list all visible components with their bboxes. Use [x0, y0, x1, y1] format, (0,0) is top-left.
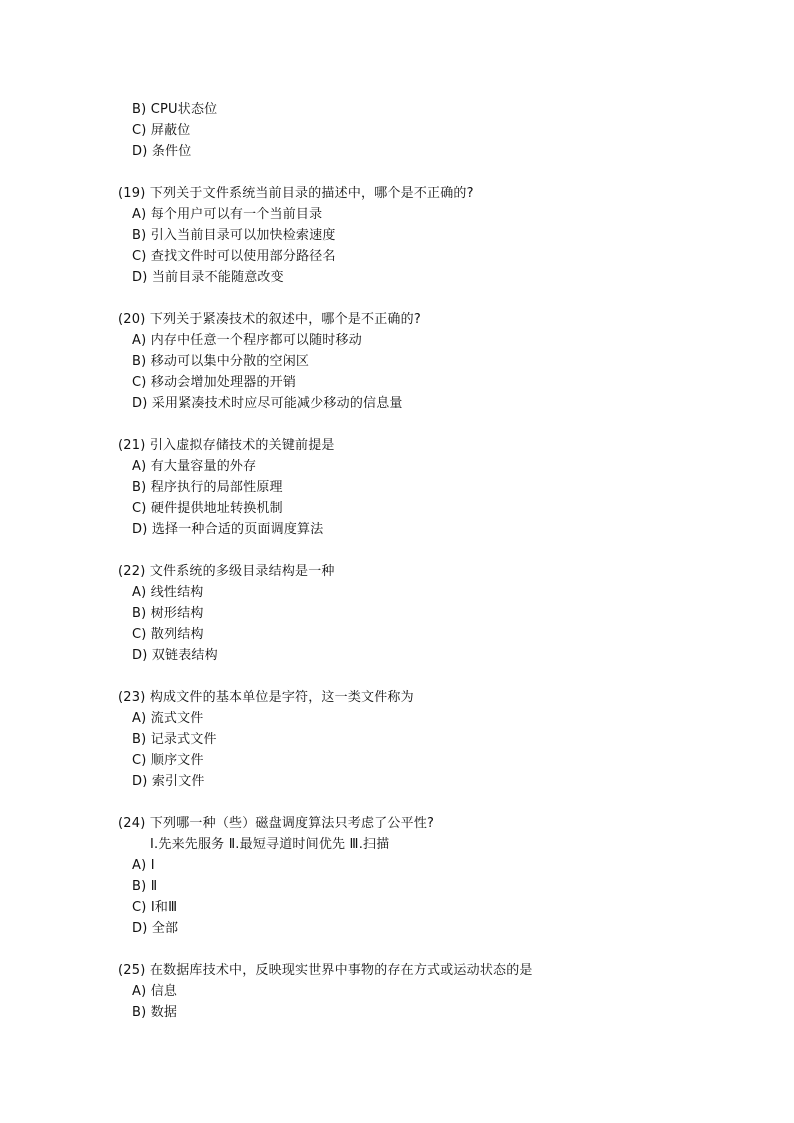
- question-20-option-b: B) 移动可以集中分散的空闲区: [132, 354, 310, 369]
- question-23-option-b: B) 记录式文件: [132, 732, 217, 747]
- question-21-option-a: A) 有大量容量的外存: [132, 459, 257, 474]
- question-24-stem: (24) 下列哪一种（些）磁盘调度算法只考虑了公平性?: [118, 816, 435, 831]
- question-24-option-d: D) 全部: [132, 921, 179, 936]
- question-19-stem: (19) 下列关于文件系统当前目录的描述中，哪个是不正确的?: [118, 186, 474, 201]
- section-gap: [118, 792, 738, 813]
- question-24-option-a: A) Ⅰ: [132, 858, 155, 873]
- question-23-option-d: D) 索引文件: [132, 774, 205, 789]
- question-25-stem: (25) 在数据库技术中，反映现实世界中事物的存在方式或运动状态的是: [118, 963, 533, 978]
- question-20-stem: (20) 下列关于紧凑技术的叙述中，哪个是不正确的?: [118, 312, 421, 327]
- section-gap: [118, 540, 738, 561]
- question-25-option-b: B) 数据: [132, 1005, 178, 1020]
- question-22-option-a: A) 线性结构: [132, 585, 204, 600]
- question-22-option-c: C) 散列结构: [132, 627, 204, 642]
- question-23-stem: (23) 构成文件的基本单位是字符，这一类文件称为: [118, 690, 414, 705]
- question-21-option-d: D) 选择一种合适的页面调度算法: [132, 522, 324, 537]
- question-20-option-a: A) 内存中任意一个程序都可以随时移动: [132, 333, 362, 348]
- question-25-option-a: A) 信息: [132, 984, 178, 999]
- question-21-option-c: C) 硬件提供地址转换机制: [132, 501, 283, 516]
- question-20-option-c: C) 移动会增加处理器的开销: [132, 375, 297, 390]
- question-19-option-c: C) 查找文件时可以使用部分路径名: [132, 249, 336, 264]
- section-gap: [118, 939, 738, 960]
- question-21-stem: (21) 引入虚拟存储技术的关键前提是: [118, 438, 335, 453]
- question-22-option-d: D) 双链表结构: [132, 648, 218, 663]
- section-gap: [118, 162, 738, 183]
- question-20-option-d: D) 采用紧凑技术时应尽可能减少移动的信息量: [132, 396, 403, 411]
- question-19-option-d: D) 当前目录不能随意改变: [132, 270, 284, 285]
- question-22-stem: (22) 文件系统的多级目录结构是一种: [118, 564, 335, 579]
- question-19-option-a: A) 每个用户可以有一个当前目录: [132, 207, 323, 222]
- intro-option-d: D) 条件位: [132, 144, 192, 159]
- question-24-option-c: C) Ⅰ和Ⅲ: [132, 900, 178, 915]
- question-19-option-b: B) 引入当前目录可以加快检索速度: [132, 228, 336, 243]
- question-23-option-a: A) 流式文件: [132, 711, 204, 726]
- document-content: [118, 99, 738, 1023]
- section-gap: [118, 666, 738, 687]
- section-gap: [118, 414, 738, 435]
- question-21-option-b: B) 程序执行的局部性原理: [132, 480, 283, 495]
- section-gap: [118, 288, 738, 309]
- question-24-subtext: Ⅰ.先来先服务 Ⅱ.最短寻道时间优先 Ⅲ.扫描: [150, 837, 390, 852]
- question-22-option-b: B) 树形结构: [132, 606, 204, 621]
- intro-option-b: B) CPU状态位: [132, 102, 218, 117]
- intro-option-c: C) 屏蔽位: [132, 123, 191, 138]
- question-23-option-c: C) 顺序文件: [132, 753, 204, 768]
- question-24-option-b: B) Ⅱ: [132, 879, 158, 894]
